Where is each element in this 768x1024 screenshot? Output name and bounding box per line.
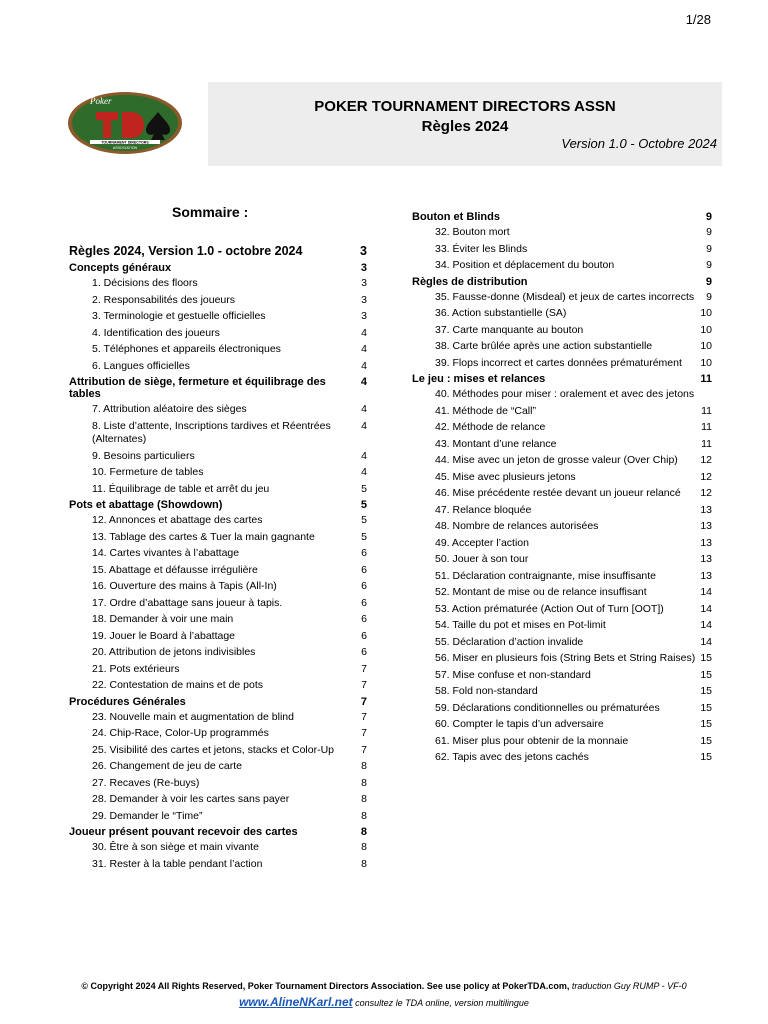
toc-entry[interactable] — [412, 469, 712, 486]
toc-entry[interactable] — [69, 562, 367, 579]
toc-entry-page: 8 — [361, 857, 367, 870]
toc-entry[interactable] — [69, 791, 367, 808]
toc-section[interactable] — [69, 262, 367, 274]
toc-entry-page: 8 — [361, 760, 367, 772]
toc-entry-label: 56. Miser en plusieurs fois (String Bets et String Raises) — [435, 652, 696, 664]
toc-entry-page: 8 — [360, 826, 367, 838]
toc-entry-page: 3 — [361, 293, 367, 306]
toc-entry-label: 53. Action prématurée (Action Out of Turn [OOT]) — [435, 602, 664, 615]
toc-entry-label: 57. Mise confuse et non-standard — [435, 668, 591, 681]
toc-entry-label: Le jeu : mises et relances — [412, 373, 546, 385]
toc-entry-label: 13. Tablage des cartes & Tuer la main gagnante — [92, 530, 315, 543]
toc-entry-label: 30. Être à son siège et main vivante — [92, 841, 259, 853]
toc-entry-label: 10. Fermeture de tables — [92, 466, 204, 478]
toc-entry-page: 4 — [361, 343, 367, 355]
toc-entry-label: 14. Cartes vivantes à l’abattage — [92, 547, 240, 559]
toc-entry-page: 11 — [700, 373, 712, 385]
toc-entry-page: 13 — [700, 520, 712, 532]
toc-entry-label: 23. Nouvelle main et augmentation de blind — [92, 710, 294, 723]
toc-title: Sommaire : — [172, 204, 249, 220]
svg-text:TOURNAMENT DIRECTORS: TOURNAMENT DIRECTORS — [101, 140, 149, 145]
toc-entry-page: 4 — [361, 419, 367, 432]
header-version: Version 1.0 - Octobre 2024 — [561, 136, 717, 151]
toc-entry-page: 4 — [361, 403, 367, 415]
toc-entry-label: 54. Taille du pot et mises en Pot-limit — [435, 619, 606, 631]
toc-entry-label: 46. Mise précédente restée devant un joueur relancé — [435, 487, 681, 499]
toc-entry-page: 5 — [361, 514, 367, 526]
toc-entry-page: 15 — [700, 734, 712, 747]
toc-entry[interactable] — [69, 709, 367, 726]
toc-entry-page: 13 — [700, 553, 712, 565]
toc-entry-page: 14 — [700, 586, 712, 598]
toc-entry[interactable] — [412, 716, 712, 733]
toc-entry[interactable] — [69, 401, 367, 418]
toc-entry-page: 11 — [701, 437, 712, 450]
toc-entry-label: Procédures Générales — [69, 695, 186, 708]
toc-entry[interactable] — [412, 355, 712, 372]
toc-section[interactable] — [69, 826, 367, 838]
toc-right-column — [412, 209, 712, 766]
site-link[interactable]: www.AlineNKarl.net — [239, 995, 353, 1009]
toc-entry-page: 11 — [701, 404, 712, 417]
toc-section[interactable] — [412, 373, 712, 385]
toc-entry[interactable] — [412, 551, 712, 568]
footer-copyright — [0, 981, 768, 991]
svg-text:ASSOCIATION: ASSOCIATION — [112, 146, 138, 150]
toc-entry-page: 6 — [361, 580, 367, 592]
toc-entry-label: 32. Bouton mort — [435, 226, 510, 238]
toc-entry[interactable] — [412, 749, 712, 766]
toc-entry-page: 10 — [700, 323, 712, 336]
toc-entry-page: 6 — [361, 613, 367, 625]
toc-entry-label: 24. Chip-Race, Color-Up programmés — [92, 727, 269, 739]
toc-entry[interactable] — [412, 584, 712, 601]
toc-entry-page: 7 — [361, 727, 367, 739]
toc-entry[interactable] — [69, 292, 367, 309]
toc-entry[interactable] — [69, 275, 367, 292]
toc-entry-label: 35. Fausse-donne (Misdeal) et jeux de cartes incorrects — [435, 290, 695, 303]
toc-entry-label: Règles de distribution — [412, 275, 528, 288]
toc-left-column — [69, 244, 367, 872]
toc-section[interactable] — [412, 276, 712, 288]
toc-entry-label: 41. Méthode de “Call” — [435, 404, 536, 417]
toc-entry-label: 62. Tapis avec des jetons cachés — [435, 751, 589, 763]
toc-entry[interactable] — [412, 436, 712, 453]
toc-entry-page: 8 — [361, 841, 367, 853]
toc-entry-label: 28. Demander à voir les cartes sans payer — [92, 793, 290, 805]
copyright-text: © Copyright 2024 All Rights Reserved, Poker Tournament Directors Association. See use policy at PokerTDA.com, — [81, 981, 570, 991]
toc-entry-page: 9 — [705, 211, 712, 223]
toc-entry[interactable] — [412, 667, 712, 684]
header-title: POKER TOURNAMENT DIRECTORS ASSN — [314, 98, 616, 115]
toc-entry[interactable] — [412, 634, 712, 651]
toc-entry[interactable] — [412, 403, 712, 420]
toc-entry[interactable] — [412, 733, 712, 750]
toc-entry-page: 15 — [700, 652, 712, 664]
toc-entry-label: 61. Miser plus pour obtenir de la monnaie — [435, 734, 629, 747]
toc-entry[interactable] — [412, 241, 712, 258]
toc-entry-label: 2. Responsabilités des joueurs — [92, 293, 236, 306]
toc-entry[interactable] — [412, 322, 712, 339]
toc-entry-page: 4 — [361, 326, 367, 339]
toc-entry-page: 12 — [700, 470, 712, 483]
toc-entry-label: 47. Relance bloquée — [435, 503, 532, 516]
toc-entry[interactable] — [412, 419, 712, 436]
toc-entry-label: Attribution de siège, fermeture et équilibrage des tables — [69, 376, 326, 400]
toc-entry[interactable] — [69, 529, 367, 546]
toc-entry-page: 11 — [701, 421, 712, 433]
toc-entry-label: 19. Jouer le Board à l’abattage — [92, 629, 236, 642]
toc-entry-label: 1. Décisions des floors — [92, 277, 198, 289]
toc-entry-label: 40. Méthodes pour miser : oralement et avec des jetons — [435, 388, 695, 400]
toc-entry[interactable] — [412, 305, 712, 322]
toc-entry-page: 10 — [700, 340, 712, 352]
toc-entry-label: 18. Demander à voir une main — [92, 613, 234, 625]
toc-entry[interactable] — [69, 308, 367, 325]
toc-entry[interactable] — [69, 661, 367, 678]
toc-entry[interactable] — [69, 512, 367, 529]
toc-entry-label: 16. Ouverture des mains à Tapis (All-In) — [92, 580, 277, 592]
toc-entry-page: 8 — [361, 776, 367, 789]
toc-entry[interactable] — [69, 448, 367, 465]
toc-entry-page: 14 — [700, 602, 712, 615]
toc-entry[interactable] — [412, 257, 712, 274]
toc-entry[interactable] — [69, 677, 367, 694]
toc-entry-label: 60. Compter le tapis d’un adversaire — [435, 718, 604, 730]
toc-section[interactable] — [69, 499, 367, 511]
toc-entry-label: 25. Visibilité des cartes et jetons, stacks et Color-Up — [92, 743, 334, 756]
toc-entry-label: 11. Équilibrage de table et arrêt du jeu — [92, 482, 270, 495]
toc-entry-label: 4. Identification des joueurs — [92, 326, 220, 339]
toc-entry-page: 15 — [700, 685, 712, 697]
toc-entry-page: 9 — [706, 226, 712, 238]
toc-entry-page: 10 — [700, 307, 712, 319]
toc-entry-label: Pots et abattage (Showdown) — [69, 499, 223, 511]
toc-entry-page: 15 — [700, 718, 712, 730]
toc-entry[interactable] — [69, 418, 367, 448]
toc-entry[interactable] — [412, 386, 712, 403]
toc-entry-label: 59. Déclarations conditionnelles ou prématurées — [435, 701, 660, 714]
toc-entry-label: 44. Mise avec un jeton de grosse valeur (Over Chip) — [435, 454, 678, 466]
toc-entry-page: 4 — [361, 449, 367, 462]
toc-entry-page: 3 — [361, 277, 367, 289]
toc-entry-label: 34. Position et déplacement du bouton — [435, 259, 615, 271]
toc-entry-page: 3 — [360, 244, 367, 258]
toc-entry-page: 9 — [705, 275, 712, 288]
toc-entry[interactable] — [412, 535, 712, 552]
toc-entry[interactable] — [69, 358, 367, 375]
toc-entry[interactable] — [69, 742, 367, 759]
toc-entry-page: 6 — [361, 646, 367, 658]
toc-entry[interactable] — [69, 325, 367, 342]
toc-entry[interactable] — [412, 601, 712, 618]
toc-entry-page: 4 — [360, 376, 367, 388]
toc-entry-label: 20. Attribution de jetons indivisibles — [92, 646, 256, 658]
toc-entry-label: 39. Flops incorrect et cartes données prématurément — [435, 356, 682, 369]
toc-entry-page: 15 — [700, 701, 712, 714]
toc-entry-label: 5. Téléphones et appareils électroniques — [92, 343, 281, 355]
toc-entry[interactable] — [69, 856, 367, 873]
toc-entry-page: 3 — [360, 262, 367, 274]
toc-entry-label: Bouton et Blinds — [412, 211, 500, 223]
toc-entry[interactable] — [412, 568, 712, 585]
toc-entry-page: 3 — [361, 310, 367, 322]
toc-entry-page: 5 — [360, 499, 367, 511]
toc-entry[interactable] — [412, 617, 712, 634]
toc-entry-label: 33. Éviter les Blinds — [435, 242, 528, 255]
toc-entry[interactable] — [69, 628, 367, 645]
toc-entry[interactable] — [412, 650, 712, 667]
toc-entry-label: 43. Montant d’une relance — [435, 437, 557, 450]
toc-entry-label: Règles 2024, Version 1.0 - octobre 2024 — [69, 244, 303, 258]
toc-entry-label: 42. Méthode de relance — [435, 421, 546, 433]
toc-entry[interactable] — [69, 595, 367, 612]
toc-entry-page: 9 — [706, 242, 712, 255]
toc-entry-page: 7 — [361, 679, 367, 691]
toc-entry-page: 5 — [361, 482, 367, 495]
toc-entry-label: 50. Jouer à son tour — [435, 553, 529, 565]
toc-entry[interactable] — [412, 289, 712, 306]
toc-entry[interactable] — [412, 683, 712, 700]
toc-entry[interactable] — [412, 502, 712, 519]
toc-entry-label: 36. Action substantielle (SA) — [435, 307, 567, 319]
translation-credit: traduction Guy RUMP - VF-0 — [571, 981, 687, 991]
toc-entry-page: 6 — [361, 547, 367, 559]
toc-entry[interactable] — [69, 775, 367, 792]
toc-entry-label: 8. Liste d’attente, Inscriptions tardives et Réentrées (Alternates) — [92, 419, 331, 445]
toc-entry-page: 14 — [700, 619, 712, 631]
toc-entry[interactable] — [69, 464, 367, 481]
toc-entry-label: Concepts généraux — [69, 262, 172, 274]
toc-entry-label: 31. Rester à la table pendant l’action — [92, 857, 263, 870]
toc-entry-page: 12 — [700, 487, 712, 499]
toc-entry-label: Joueur présent pouvant recevoir des cartes — [69, 826, 298, 838]
toc-entry-page: 13 — [700, 536, 712, 549]
toc-entry[interactable] — [69, 578, 367, 595]
toc-entry-page: 8 — [361, 809, 367, 822]
toc-entry-label: 22. Contestation de mains et de pots — [92, 679, 264, 691]
footer-site — [0, 995, 768, 1009]
toc-entry-label: 17. Ordre d’abattage sans joueur à tapis. — [92, 596, 283, 609]
poker-tda-logo — [66, 90, 184, 156]
toc-entry[interactable] — [412, 338, 712, 355]
page-number: 1/28 — [685, 12, 711, 27]
toc-entry-label: 6. Langues officielles — [92, 359, 190, 372]
toc-entry-label: 3. Terminologie et gestuelle officielles — [92, 310, 266, 322]
toc-entry-page: 13 — [700, 569, 712, 582]
toc-entry-page: 7 — [361, 710, 367, 723]
toc-entry-page: 4 — [361, 466, 367, 478]
toc-entry-label: 48. Nombre de relances autorisées — [435, 520, 599, 532]
toc-entry-label: 27. Recaves (Re-buys) — [92, 776, 200, 789]
toc-entry-page: 9 — [706, 290, 712, 303]
toc-entry-page: 6 — [361, 596, 367, 609]
toc-entry-page: 6 — [361, 563, 367, 576]
toc-entry-page: 5 — [361, 530, 367, 543]
toc-entry-label: 29. Demander le “Time” — [92, 809, 203, 822]
toc-entry-label: 9. Besoins particuliers — [92, 449, 195, 462]
toc-entry[interactable] — [412, 518, 712, 535]
toc-entry[interactable] — [412, 485, 712, 502]
toc-entry-label: 49. Accepter l’action — [435, 536, 529, 549]
toc-entry[interactable] — [412, 224, 712, 241]
toc-entry[interactable] — [412, 700, 712, 717]
toc-entry-page: 7 — [360, 695, 367, 708]
toc-entry-label: 58. Fold non-standard — [435, 685, 538, 697]
header-subtitle: Règles 2024 — [421, 118, 509, 135]
document-header — [208, 82, 722, 166]
toc-entry[interactable] — [69, 341, 367, 358]
toc-entry[interactable] — [69, 839, 367, 856]
toc-entry-label: 21. Pots extérieurs — [92, 662, 180, 675]
toc-entry-page: 8 — [361, 793, 367, 805]
toc-entry[interactable] — [412, 452, 712, 469]
toc-entry-page: 7 — [361, 743, 367, 756]
toc-entry[interactable] — [69, 758, 367, 775]
toc-entry-page: 15 — [700, 751, 712, 763]
toc-section[interactable] — [69, 376, 367, 400]
toc-entry-label: 38. Carte brûlée après une action substantielle — [435, 340, 653, 352]
toc-entry-label: 15. Abattage et défausse irrégulière — [92, 563, 258, 576]
toc-entry[interactable] — [69, 545, 367, 562]
toc-entry[interactable] — [69, 725, 367, 742]
toc-entry-page: 13 — [700, 503, 712, 516]
toc-section[interactable] — [69, 696, 367, 708]
toc-entry[interactable] — [69, 644, 367, 661]
toc-entry-page: 4 — [361, 359, 367, 372]
toc-entry-label: 7. Attribution aléatoire des sièges — [92, 403, 247, 415]
toc-entry-label: 26. Changement de jeu de carte — [92, 760, 243, 772]
toc-entry-page: 6 — [361, 629, 367, 642]
site-note: consultez le TDA online, version multilingue — [355, 998, 529, 1008]
toc-entry-label: 45. Mise avec plusieurs jetons — [435, 470, 576, 483]
toc-entry-page: 10 — [700, 356, 712, 369]
toc-entry[interactable] — [69, 611, 367, 628]
toc-entry-page: 14 — [700, 635, 712, 648]
toc-entry[interactable] — [69, 808, 367, 825]
toc-entry-label: 12. Annonces et abattage des cartes — [92, 514, 263, 526]
toc-entry[interactable] — [69, 481, 367, 498]
toc-entry-label: 55. Déclaration d’action invalide — [435, 635, 584, 648]
toc-section[interactable] — [69, 244, 367, 258]
toc-entry-page: 9 — [706, 259, 712, 271]
svg-text:Poker: Poker — [90, 96, 112, 106]
toc-entry-label: 37. Carte manquante au bouton — [435, 323, 584, 336]
toc-section[interactable] — [412, 211, 712, 223]
toc-entry-page: 7 — [361, 662, 367, 675]
toc-entry-page: 12 — [700, 454, 712, 466]
toc-entry-label: 51. Déclaration contraignante, mise insuffisante — [435, 569, 657, 582]
toc-entry-label: 52. Montant de mise ou de relance insuffisant — [435, 586, 647, 598]
toc-entry-page: 15 — [700, 668, 712, 681]
